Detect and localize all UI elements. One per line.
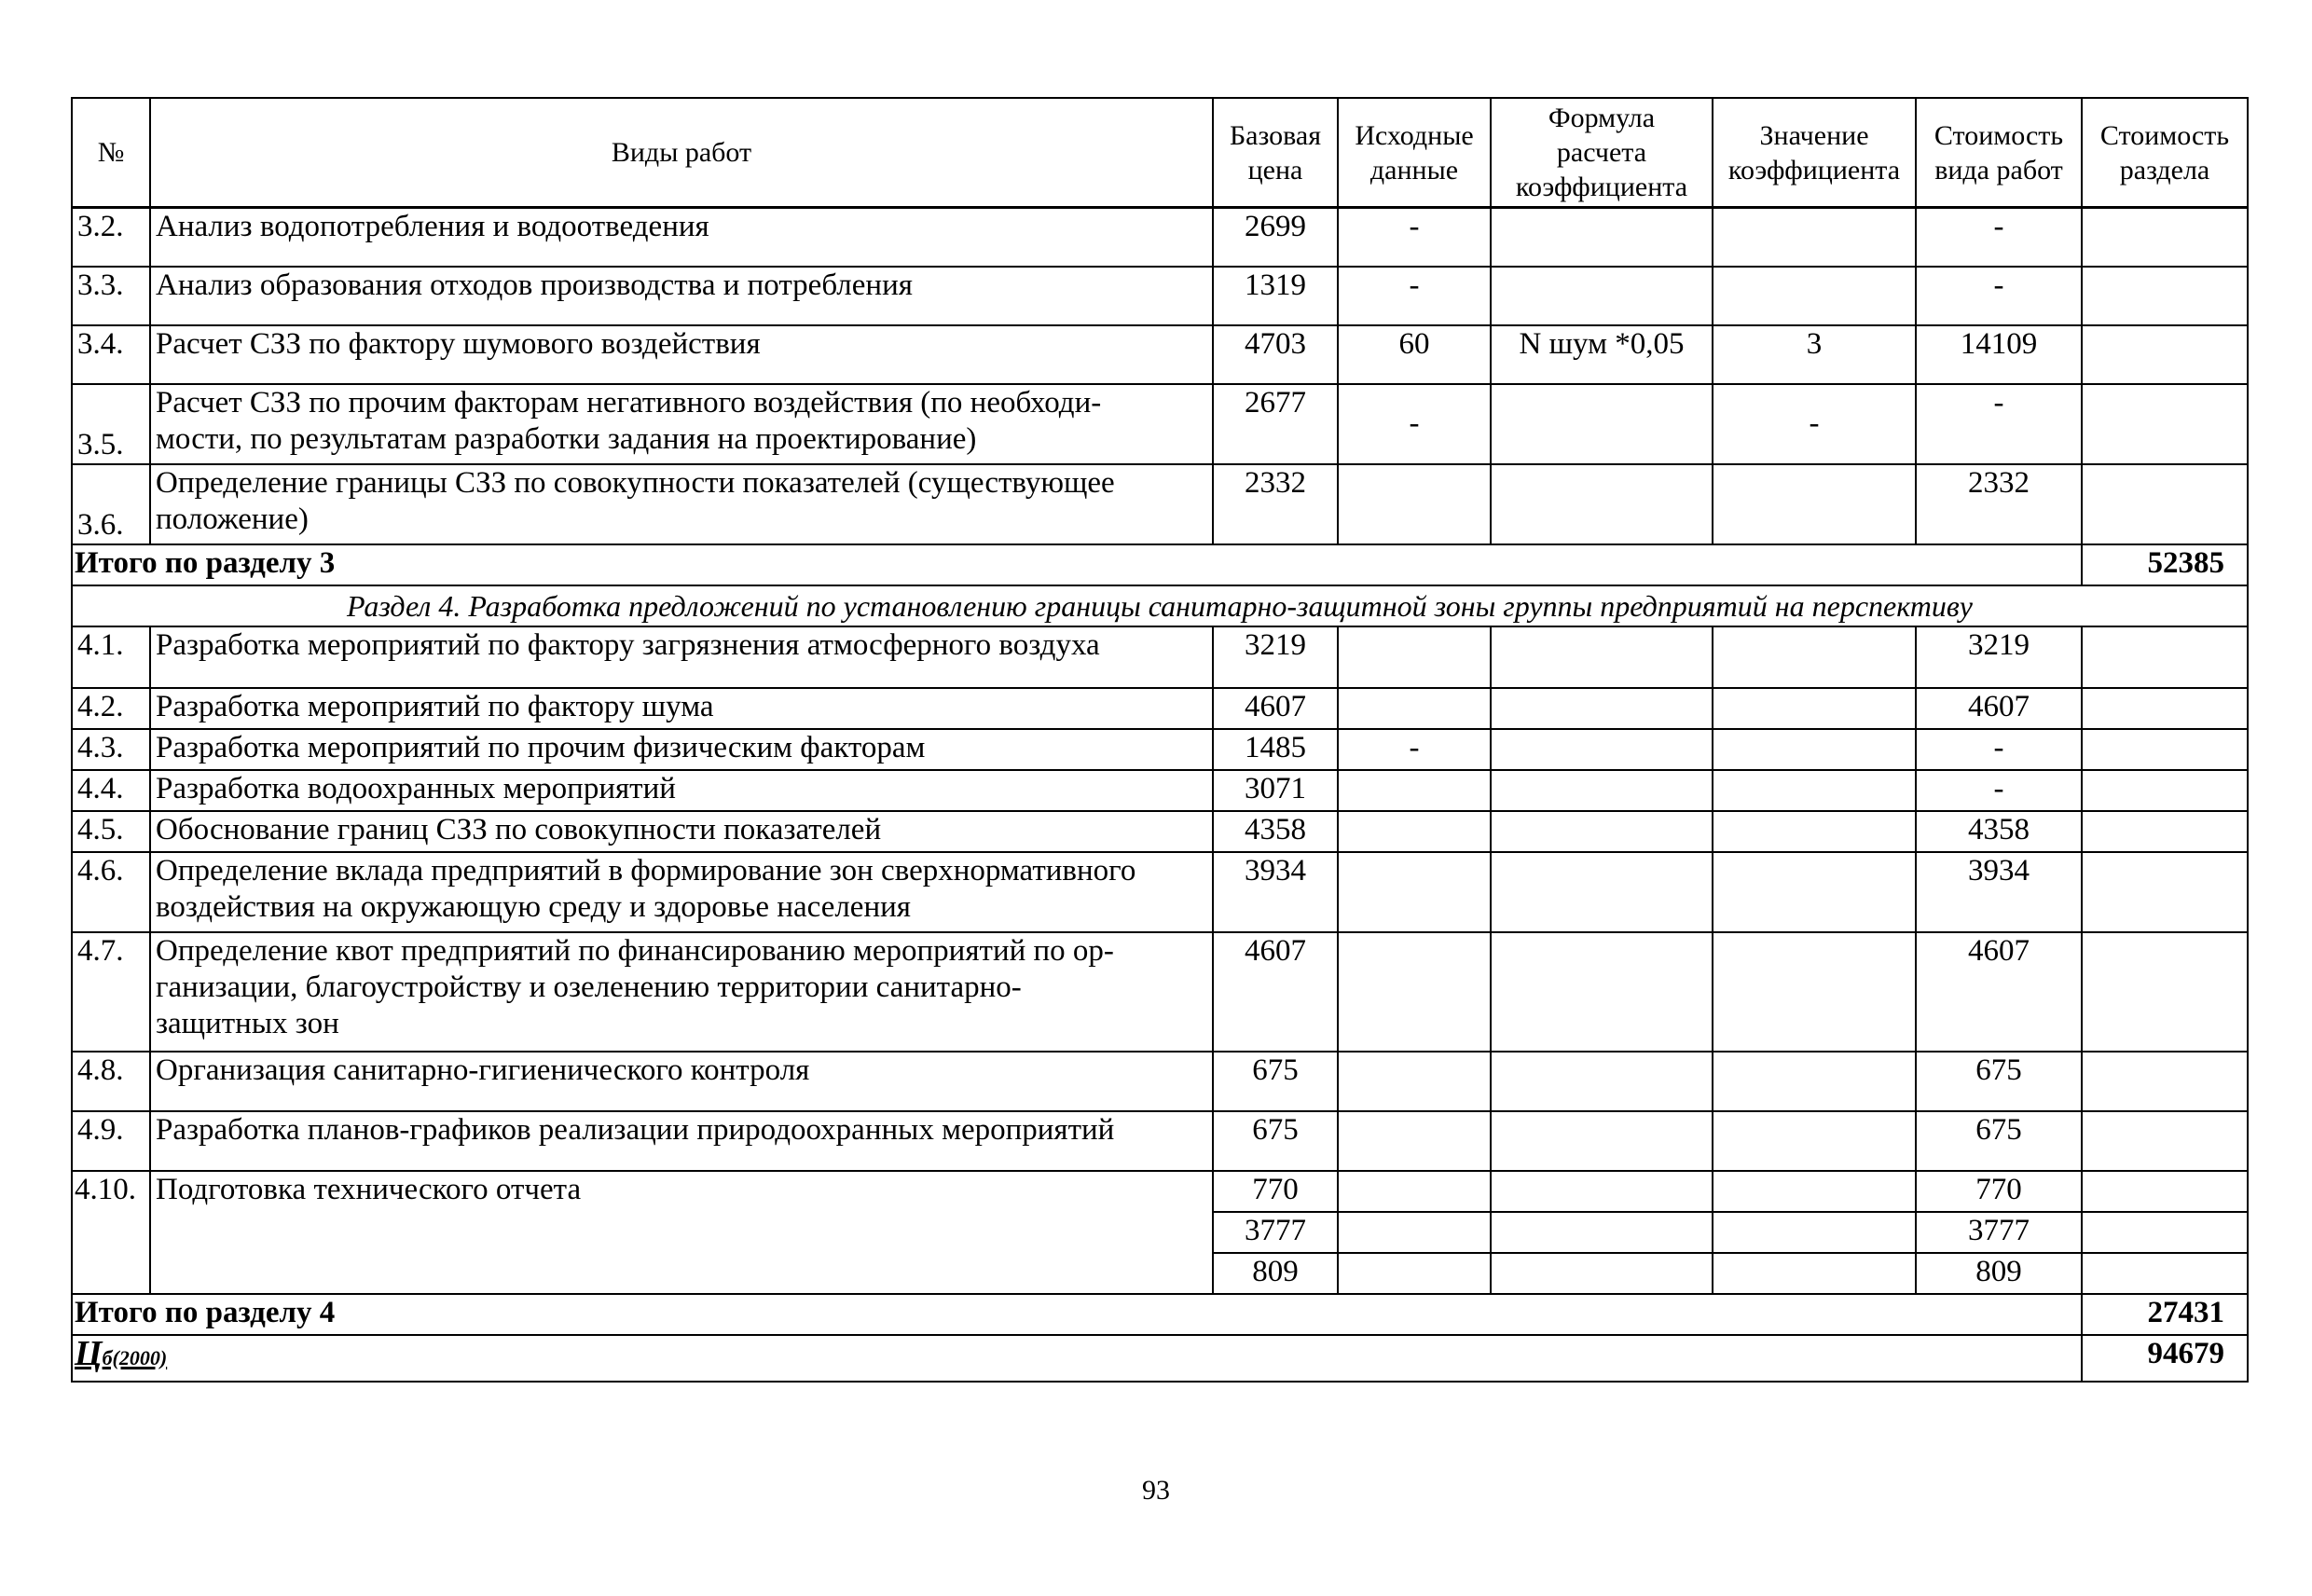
grand-total-value: 94679 — [2082, 1335, 2248, 1382]
row-section-cost — [2082, 1052, 2248, 1111]
row-input — [1338, 1171, 1491, 1212]
row-name: Расчет СЗЗ по прочим факторам негативного воздействия (по необходи- мости, по результатам разработки задания на проектирование) — [150, 384, 1213, 464]
row-name: Определение вклада предприятий в формирование зон сверхнормативного воздействия на окружающую среду и здоровье населения — [150, 852, 1213, 932]
row-cost: - — [1916, 267, 2082, 325]
table-row — [72, 1111, 2248, 1171]
row-cost: - — [1916, 770, 2082, 811]
row-section-cost — [2082, 852, 2248, 932]
row-section-cost — [2082, 1111, 2248, 1171]
row-coef — [1713, 208, 1916, 267]
row-cost: 675 — [1916, 1052, 2082, 1111]
row-section-cost — [2082, 729, 2248, 770]
row-formula — [1491, 1171, 1713, 1212]
row-section-cost — [2082, 688, 2248, 729]
row-price: 675 — [1213, 1052, 1338, 1111]
row-cost: 675 — [1916, 1111, 2082, 1171]
row-coef — [1713, 811, 1916, 852]
row-coef — [1713, 729, 1916, 770]
row-price: 4703 — [1213, 325, 1338, 384]
row-name: Определение квот предприятий по финансированию мероприятий по ор- ганизации, благоустройству и озеленению территории санитарно- защитных зон — [150, 932, 1213, 1052]
row-coef — [1713, 267, 1916, 325]
row-price: 3777 — [1213, 1212, 1338, 1253]
table-row — [72, 729, 2248, 770]
row-num: 3.4. — [72, 325, 150, 384]
total-label: Итого по разделу 3 — [72, 544, 1213, 585]
table-header-row — [72, 98, 2248, 208]
table-row — [72, 208, 2248, 267]
header-section-cost: Стоимость раздела — [2082, 98, 2248, 208]
row-input — [1338, 626, 1491, 688]
row-name: Определение границы СЗЗ по совокупности показателей (существующее положение) — [150, 464, 1213, 544]
row-cost: 14109 — [1916, 325, 2082, 384]
row-input: - — [1338, 729, 1491, 770]
row-cost: 3777 — [1916, 1212, 2082, 1253]
row-cost: 4607 — [1916, 932, 2082, 1052]
row-price: 1485 — [1213, 729, 1338, 770]
row-price: 3219 — [1213, 626, 1338, 688]
table-row — [72, 852, 2248, 932]
row-price: 3934 — [1213, 852, 1338, 932]
row-formula — [1491, 1052, 1713, 1111]
total-value: 27431 — [2082, 1294, 2248, 1335]
row-num: 4.6. — [72, 852, 150, 932]
row-num: 3.6. — [72, 464, 150, 544]
row-coef — [1713, 1111, 1916, 1171]
header-work-type: Виды работ — [150, 98, 1213, 208]
row-cost: 809 — [1916, 1253, 2082, 1294]
row-section-cost — [2082, 267, 2248, 325]
row-num: 3.2. — [72, 208, 150, 267]
row-section-cost — [2082, 208, 2248, 267]
row-price: 4607 — [1213, 932, 1338, 1052]
row-section-cost — [2082, 811, 2248, 852]
row-name: Разработка мероприятий по прочим физическим факторам — [150, 729, 1213, 770]
total-label: Итого по разделу 4 — [72, 1294, 1213, 1335]
row-section-cost — [2082, 932, 2248, 1052]
row-input: - — [1338, 384, 1491, 464]
row-formula — [1491, 626, 1713, 688]
row-coef — [1713, 1052, 1916, 1111]
row-formula — [1491, 688, 1713, 729]
row-num: 4.2. — [72, 688, 150, 729]
row-name: Разработка мероприятий по фактору шума — [150, 688, 1213, 729]
header-coef-value: Значение коэффициента — [1713, 98, 1916, 208]
row-input — [1338, 1253, 1491, 1294]
row-coef — [1713, 688, 1916, 729]
page-number: 93 — [1142, 1475, 1170, 1506]
row-coef — [1713, 1171, 1916, 1212]
table-row — [72, 325, 2248, 384]
row-price: 2699 — [1213, 208, 1338, 267]
row-section-cost — [2082, 770, 2248, 811]
row-input — [1338, 1111, 1491, 1171]
row-formula — [1491, 729, 1713, 770]
row-formula — [1491, 1212, 1713, 1253]
row-formula — [1491, 267, 1713, 325]
row-input — [1338, 688, 1491, 729]
row-formula — [1491, 208, 1713, 267]
header-base-price: Базовая цена — [1213, 98, 1338, 208]
row-formula — [1491, 464, 1713, 544]
row-section-cost — [2082, 384, 2248, 464]
table-row — [72, 932, 2248, 1052]
row-coef — [1713, 1212, 1916, 1253]
header-input-data: Исходные данные — [1338, 98, 1491, 208]
row-input — [1338, 464, 1491, 544]
row-name: Организация санитарно-гигиенического контроля — [150, 1052, 1213, 1111]
section-4-title-row — [72, 585, 2248, 626]
row-name: Разработка водоохранных мероприятий — [150, 770, 1213, 811]
row-cost: 2332 — [1916, 464, 2082, 544]
row-input — [1338, 1212, 1491, 1253]
row-name: Обоснование границ СЗЗ по совокупности показателей — [150, 811, 1213, 852]
row-price: 4358 — [1213, 811, 1338, 852]
table-row — [72, 464, 2248, 544]
row-coef: 3 — [1713, 325, 1916, 384]
row-formula — [1491, 384, 1713, 464]
row-num: 4.8. — [72, 1052, 150, 1111]
cost-table — [71, 97, 2249, 1383]
row-coef — [1713, 852, 1916, 932]
table-row — [72, 384, 2248, 464]
row-num: 4.9. — [72, 1111, 150, 1171]
row-name: Анализ образования отходов производства и потребления — [150, 267, 1213, 325]
row-coef — [1713, 1253, 1916, 1294]
row-num: 4.7. — [72, 932, 150, 1052]
row-input: - — [1338, 267, 1491, 325]
row-coef: - — [1713, 384, 1916, 464]
total-value: 52385 — [2082, 544, 2248, 585]
total-row-section-4 — [72, 1294, 2248, 1335]
row-formula — [1491, 1111, 1713, 1171]
row-input — [1338, 811, 1491, 852]
row-cost: 770 — [1916, 1171, 2082, 1212]
table-row — [72, 811, 2248, 852]
row-price: 2677 — [1213, 384, 1338, 464]
row-num: 4.3. — [72, 729, 150, 770]
row-input — [1338, 770, 1491, 811]
row-section-cost — [2082, 626, 2248, 688]
row-cost: - — [1916, 729, 2082, 770]
row-price: 4607 — [1213, 688, 1338, 729]
row-section-cost — [2082, 325, 2248, 384]
row-input — [1338, 1052, 1491, 1111]
row-num: 4.4. — [72, 770, 150, 811]
table-row — [72, 626, 2248, 688]
header-formula: Формула расчета коэффициента — [1491, 98, 1713, 208]
row-input: - — [1338, 208, 1491, 267]
row-name: Разработка мероприятий по фактору загрязнения атмосферного воздуха — [150, 626, 1213, 688]
row-coef — [1713, 932, 1916, 1052]
row-price: 2332 — [1213, 464, 1338, 544]
row-coef — [1713, 464, 1916, 544]
row-num: 4.5. — [72, 811, 150, 852]
row-input — [1338, 852, 1491, 932]
row-price: 3071 — [1213, 770, 1338, 811]
row-price: 809 — [1213, 1253, 1338, 1294]
row-cost: - — [1916, 208, 2082, 267]
table-row — [72, 770, 2248, 811]
row-price: 770 — [1213, 1171, 1338, 1212]
grand-total-label: Цб(2000) — [72, 1335, 1213, 1382]
row-name: Расчет СЗЗ по фактору шумового воздействия — [150, 325, 1213, 384]
header-num: № — [72, 98, 150, 208]
header-work-cost: Стоимость вида работ — [1916, 98, 2082, 208]
row-name: Подготовка технического отчета — [150, 1171, 1213, 1294]
table-row — [72, 1052, 2248, 1111]
row-name: Анализ водопотребления и водоотведения — [150, 208, 1213, 267]
row-formula — [1491, 932, 1713, 1052]
table-row — [72, 1171, 2248, 1212]
row-formula — [1491, 811, 1713, 852]
row-formula: N шум *0,05 — [1491, 325, 1713, 384]
row-formula — [1491, 770, 1713, 811]
row-formula — [1491, 1253, 1713, 1294]
table-row — [72, 688, 2248, 729]
row-cost: 3934 — [1916, 852, 2082, 932]
table-row — [72, 267, 2248, 325]
row-section-cost — [2082, 464, 2248, 544]
section-4-title: Раздел 4. Разработка предложений по установлению границы санитарно-защитной зоны группы предприятий на перспективу — [72, 585, 2248, 626]
row-coef — [1713, 770, 1916, 811]
row-cost: 4607 — [1916, 688, 2082, 729]
row-price: 1319 — [1213, 267, 1338, 325]
row-name: Разработка планов-графиков реализации природоохранных мероприятий — [150, 1111, 1213, 1171]
row-coef — [1713, 626, 1916, 688]
row-section-cost — [2082, 1253, 2248, 1294]
row-num: 3.3. — [72, 267, 150, 325]
row-num: 3.5. — [72, 384, 150, 464]
row-cost: - — [1916, 384, 2082, 464]
row-num: 4.10. — [72, 1171, 150, 1294]
row-price: 675 — [1213, 1111, 1338, 1171]
row-formula — [1491, 852, 1713, 932]
row-section-cost — [2082, 1171, 2248, 1212]
grand-total-row — [72, 1335, 2248, 1382]
row-input: 60 — [1338, 325, 1491, 384]
row-section-cost — [2082, 1212, 2248, 1253]
row-num: 4.1. — [72, 626, 150, 688]
row-input — [1338, 932, 1491, 1052]
row-cost: 3219 — [1916, 626, 2082, 688]
row-cost: 4358 — [1916, 811, 2082, 852]
total-row-section-3 — [72, 544, 2248, 585]
